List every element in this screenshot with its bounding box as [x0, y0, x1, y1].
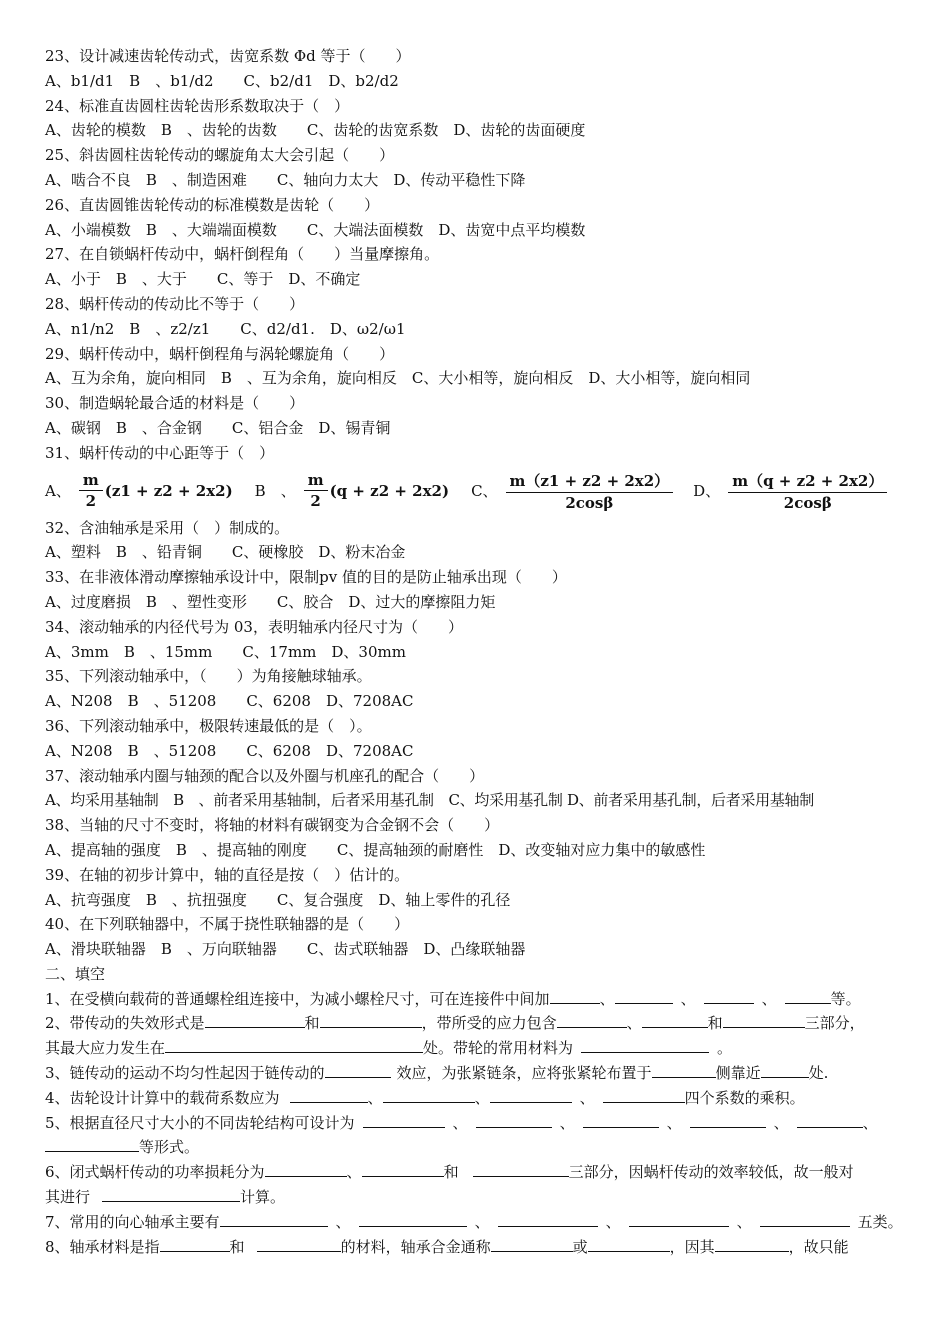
formula-option-b-label: B 、	[254, 482, 296, 501]
fill-blank[interactable]	[320, 1013, 422, 1028]
fill-question-4	[45, 1086, 905, 1111]
question-26: 26、直齿圆锥齿轮传动的标准模数是齿轮（ ）	[45, 195, 380, 214]
fill-blank[interactable]	[715, 1237, 789, 1252]
fill-question-2-cont	[45, 1036, 905, 1061]
fill-8-text: 8、轴承材料是指	[45, 1237, 160, 1256]
question-38: 38、当轴的尺寸不变时，将轴的材料有碳钢变为合金钢不会（ ）	[45, 816, 500, 835]
question-29: 29、蜗杆传动中，蜗杆倒程角与涡轮螺旋角（ ）	[45, 344, 395, 363]
fill-7-sep: 、	[474, 1212, 490, 1231]
question-block-39	[45, 863, 905, 913]
fill-5-sep: 、	[559, 1113, 575, 1132]
fill-question-5	[45, 1111, 905, 1136]
fill-blank[interactable]	[490, 1088, 572, 1103]
fill-blank[interactable]	[45, 1137, 139, 1152]
formula-b-numerator: m	[304, 471, 328, 491]
fill-2-end: 。	[717, 1039, 733, 1058]
options-28: A、n1/n2 B 、z2/z1 C、d2/d1. D、ω2/ω1	[45, 319, 406, 338]
fill-question-8	[45, 1235, 905, 1260]
question-block-23	[45, 44, 905, 94]
formula-a-numerator: m	[79, 471, 103, 491]
fill-1-sep: 、	[680, 989, 696, 1008]
fill-blank[interactable]	[383, 1088, 475, 1103]
formula-d-denominator: 2cosβ	[783, 493, 832, 512]
fill-5-sep: 、	[452, 1113, 468, 1132]
fill-blank[interactable]	[603, 1088, 685, 1103]
formula-c-denominator: 2cosβ	[565, 493, 614, 512]
fill-4-sep: 、	[579, 1088, 595, 1107]
options-26: A、小端模数 B 、大端端面模数 C、大端法面模数 D、齿宽中点平均模数	[45, 220, 586, 239]
question-37: 37、滚动轴承内圈与轴颈的配合以及外圈与机座孔的配合（ ）	[45, 766, 485, 785]
question-block-24	[45, 94, 905, 144]
fill-blank[interactable]	[290, 1088, 368, 1103]
fill-blank[interactable]	[704, 989, 754, 1004]
fill-2-text: 和	[304, 1014, 320, 1033]
question-block-34	[45, 615, 905, 665]
question-block-28	[45, 292, 905, 342]
question-33: 33、在非液体滑动摩擦轴承设计中，限制pv 值的目的是防止轴承出现（ ）	[45, 568, 567, 587]
fill-blank[interactable]	[205, 1013, 305, 1028]
fill-blank[interactable]	[160, 1237, 230, 1252]
fill-4-end: 四个系数的乘积。	[684, 1088, 805, 1107]
question-39: 39、在轴的初步计算中，轴的直径是按（ ）估计的。	[45, 865, 410, 884]
fill-6-text: 和	[443, 1163, 459, 1182]
question-24: 24、标准直齿圆柱齿轮齿形系数取决于（ ）	[45, 96, 350, 115]
options-36: A、N208 B 、51208 C、6208 D、7208AC	[45, 741, 414, 760]
fill-question-2	[45, 1011, 905, 1036]
question-27: 27、在自锁蜗杆传动中，蜗杆倒程角（ ）当量摩擦角。	[45, 245, 440, 264]
options-32: A、塑料 B 、铅青铜 C、硬橡胶 D、粉末冶金	[45, 543, 406, 562]
fill-3-text: 侧靠近	[715, 1064, 761, 1083]
fill-7-sep: 、	[335, 1212, 351, 1231]
fill-6-text: 6、闭式蜗杆传动的功率损耗分为	[45, 1163, 265, 1182]
formula-options-31	[45, 468, 905, 514]
options-33: A、过度磨损 B 、塑性变形 C、胶合 D、过大的摩擦阻力矩	[45, 592, 496, 611]
fill-question-5-cont	[45, 1135, 905, 1160]
fill-4-sep: 、	[474, 1088, 490, 1107]
question-block-35	[45, 664, 905, 714]
options-24: A、齿轮的模数 B 、齿轮的齿数 C、齿轮的齿宽系数 D、齿轮的齿面硬度	[45, 121, 586, 140]
fill-question-7	[45, 1210, 905, 1235]
fill-blank[interactable]	[760, 1212, 850, 1227]
fill-blank[interactable]	[498, 1212, 598, 1227]
fill-7-sep: 、	[605, 1212, 621, 1231]
fill-2-text: 2、带传动的失效形式是	[45, 1014, 205, 1033]
fill-blank[interactable]	[102, 1187, 240, 1202]
question-31: 31、蜗杆传动的中心距等于（ ）	[45, 443, 275, 462]
fill-question-3	[45, 1061, 905, 1086]
fill-blank[interactable]	[359, 1212, 467, 1227]
fill-blank[interactable]	[642, 1013, 708, 1028]
question-block-36	[45, 714, 905, 764]
options-30: A、碳钢 B 、合金钢 C、铝合金 D、锡青铜	[45, 418, 391, 437]
question-32: 32、含油轴承是采用（ ）制成的。	[45, 518, 290, 537]
fill-5-text: 5、根据直径尺寸大小的不同齿轮结构可设计为	[45, 1113, 355, 1132]
question-36: 36、下列滚动轴承中，极限转速最低的是（ ）。	[45, 716, 372, 735]
question-block-32	[45, 516, 905, 566]
fill-blank[interactable]	[557, 1013, 627, 1028]
formula-option-b-fraction	[304, 471, 328, 510]
fill-blank[interactable]	[220, 1212, 328, 1227]
formula-d-numerator: m（q + z2 + 2x2）	[728, 470, 887, 493]
fill-7-text: 7、常用的向心轴承主要有	[45, 1212, 220, 1231]
options-37: A、均采用基轴制 B 、前者采用基轴制，后者采用基孔制 C、均采用基孔制 D、前者采用基孔制，后者采用基轴制	[45, 791, 814, 810]
fill-blank[interactable]	[615, 989, 673, 1004]
question-23: 23、设计减速齿轮传动式，齿宽系数 Φd 等于（ ）	[45, 47, 411, 65]
fill-8-text: 和	[229, 1237, 245, 1256]
formula-option-a-label: A、	[45, 482, 71, 501]
fill-8-text: 或	[572, 1237, 588, 1256]
question-block-38	[45, 813, 905, 863]
question-34: 34、滚动轴承的内径代号为 03，表明轴承内径尺寸为（ ）	[45, 617, 463, 636]
fill-blank[interactable]	[583, 1113, 659, 1128]
formula-option-a-fraction	[79, 471, 103, 510]
fill-question-1	[45, 987, 905, 1012]
fill-7-sep: 、	[736, 1212, 752, 1231]
fill-8-text: 的材料，轴承合金通称	[340, 1237, 491, 1256]
fill-blank[interactable]	[265, 1162, 347, 1177]
formula-c-numerator: m（z1 + z2 + 2x2）	[506, 470, 674, 493]
fill-blank[interactable]	[629, 1212, 729, 1227]
fill-6-text: 三部分，因蜗杆传动的效率较低，故一般对	[568, 1163, 854, 1182]
question-block-27	[45, 242, 905, 292]
fill-blank[interactable]	[257, 1237, 341, 1252]
fill-blank[interactable]	[797, 1113, 863, 1128]
formula-option-c-fraction	[506, 470, 674, 512]
question-28: 28、蜗杆传动的传动比不等于（ ）	[45, 294, 305, 313]
fill-5-sep: 、	[773, 1113, 789, 1132]
question-40: 40、在下列联轴器中，不属于挠性联轴器的是（ ）	[45, 915, 410, 934]
fill-3-text: 3、链传动的运动不均匀性起因于链传动的	[45, 1064, 325, 1083]
fill-8-end: ，故只能	[788, 1237, 849, 1256]
fill-6-sep: 、	[346, 1163, 362, 1182]
fill-6-end: 计算。	[240, 1188, 286, 1207]
fill-blank[interactable]	[362, 1162, 444, 1177]
fill-7-end: 五类。	[857, 1212, 903, 1231]
fill-blank[interactable]	[785, 989, 831, 1004]
fill-2-text: ，带所受的应力包含	[421, 1014, 557, 1033]
question-block-40	[45, 912, 905, 962]
fill-blank[interactable]	[473, 1162, 569, 1177]
formula-option-d-fraction	[728, 470, 887, 512]
question-block-26	[45, 193, 905, 243]
question-block-33	[45, 565, 905, 615]
fill-blank[interactable]	[550, 989, 600, 1004]
question-block-29	[45, 342, 905, 392]
fill-blank[interactable]	[588, 1237, 670, 1252]
options-23: A、b1/d1 B 、b1/d2 C、b2/d1 D、b2/d2	[45, 71, 399, 90]
fill-1-text: 1、在受横向载荷的普通螺栓组连接中，为减小螺栓尺寸，可在连接件中间加	[45, 989, 550, 1008]
question-block-25	[45, 143, 905, 193]
fill-blank[interactable]	[652, 1063, 716, 1078]
question-block-37	[45, 764, 905, 814]
fill-3-text: 效应，为张紧链条，应将张紧轮布置于	[396, 1064, 652, 1083]
fill-6-text: 其进行	[45, 1188, 91, 1207]
options-38: A、提高轴的强度 B 、提高轴的刚度 C、提高轴颈的耐磨性 D、改变轴对应力集中的敏感性	[45, 840, 706, 859]
fill-question-6-cont	[45, 1185, 905, 1210]
fill-blank[interactable]	[165, 1038, 423, 1053]
options-40: A、滑块联轴器 B 、万向联轴器 C、齿式联轴器 D、凸缘联轴器	[45, 940, 526, 959]
options-35: A、N208 B 、51208 C、6208 D、7208AC	[45, 692, 414, 711]
fill-2-text: 三部分，	[804, 1014, 865, 1033]
fill-5-end: 等形式。	[139, 1138, 200, 1157]
section-title-fill-in: 二、填空	[45, 964, 106, 983]
options-25: A、啮合不良 B 、制造困难 C、轴向力太大 D、传动平稳性下降	[45, 170, 526, 189]
formula-option-d-label: D、	[693, 482, 721, 501]
question-30: 30、制造蜗轮最合适的材料是（ ）	[45, 394, 305, 413]
fill-1-end: 等。	[830, 989, 861, 1008]
fill-4-sep: 、	[367, 1088, 383, 1107]
options-29: A、互为余角，旋向相同 B 、互为余角，旋向相反 C、大小相等，旋向相反 D、大小相等，旋向相同	[45, 369, 751, 388]
fill-2-text: 和	[707, 1014, 723, 1033]
fill-blank[interactable]	[325, 1063, 391, 1078]
options-27: A、小于 B 、大于 C、等于 D、不确定	[45, 270, 361, 289]
fill-5-sep: 、	[666, 1113, 682, 1132]
question-25: 25、斜齿圆柱齿轮传动的螺旋角太大会引起（ ）	[45, 146, 395, 165]
fill-1-sep: 、	[599, 989, 615, 1008]
options-34: A、3mm B 、15mm C、17mm D、30mm	[45, 642, 406, 661]
fill-2-text: 其最大应力发生在	[45, 1039, 166, 1058]
fill-2-text: 处。带轮的常用材料为	[423, 1039, 574, 1058]
fill-8-text: ，因其	[669, 1237, 715, 1256]
exam-page	[45, 44, 905, 1259]
fill-blank[interactable]	[363, 1113, 445, 1128]
fill-blank[interactable]	[690, 1113, 766, 1128]
fill-5-sep: 、	[862, 1113, 878, 1132]
question-35: 35、下列滚动轴承中，（ ）为角接触球轴承。	[45, 667, 372, 686]
fill-3-end: 处.	[808, 1064, 829, 1083]
fill-blank[interactable]	[723, 1013, 805, 1028]
formula-a-expression: (z1 + z2 + 2x2)	[104, 481, 233, 500]
fill-blank[interactable]	[476, 1113, 552, 1128]
options-39: A、抗弯强度 B 、抗扭强度 C、复合强度 D、轴上零件的孔径	[45, 890, 511, 909]
fill-2-sep: 、	[626, 1014, 642, 1033]
fill-blank[interactable]	[581, 1038, 709, 1053]
fill-blank[interactable]	[761, 1063, 809, 1078]
formula-option-c-label: C、	[471, 482, 498, 501]
fill-4-text: 4、齿轮设计计算中的载荷系数应为	[45, 1088, 280, 1107]
formula-b-denominator: 2	[310, 492, 321, 511]
formula-b-expression: (q + z2 + 2x2)	[329, 481, 450, 500]
formula-a-denominator: 2	[85, 492, 96, 511]
fill-blank[interactable]	[491, 1237, 573, 1252]
fill-1-sep: 、	[761, 989, 777, 1008]
question-block-30	[45, 391, 905, 441]
fill-question-6	[45, 1160, 905, 1185]
